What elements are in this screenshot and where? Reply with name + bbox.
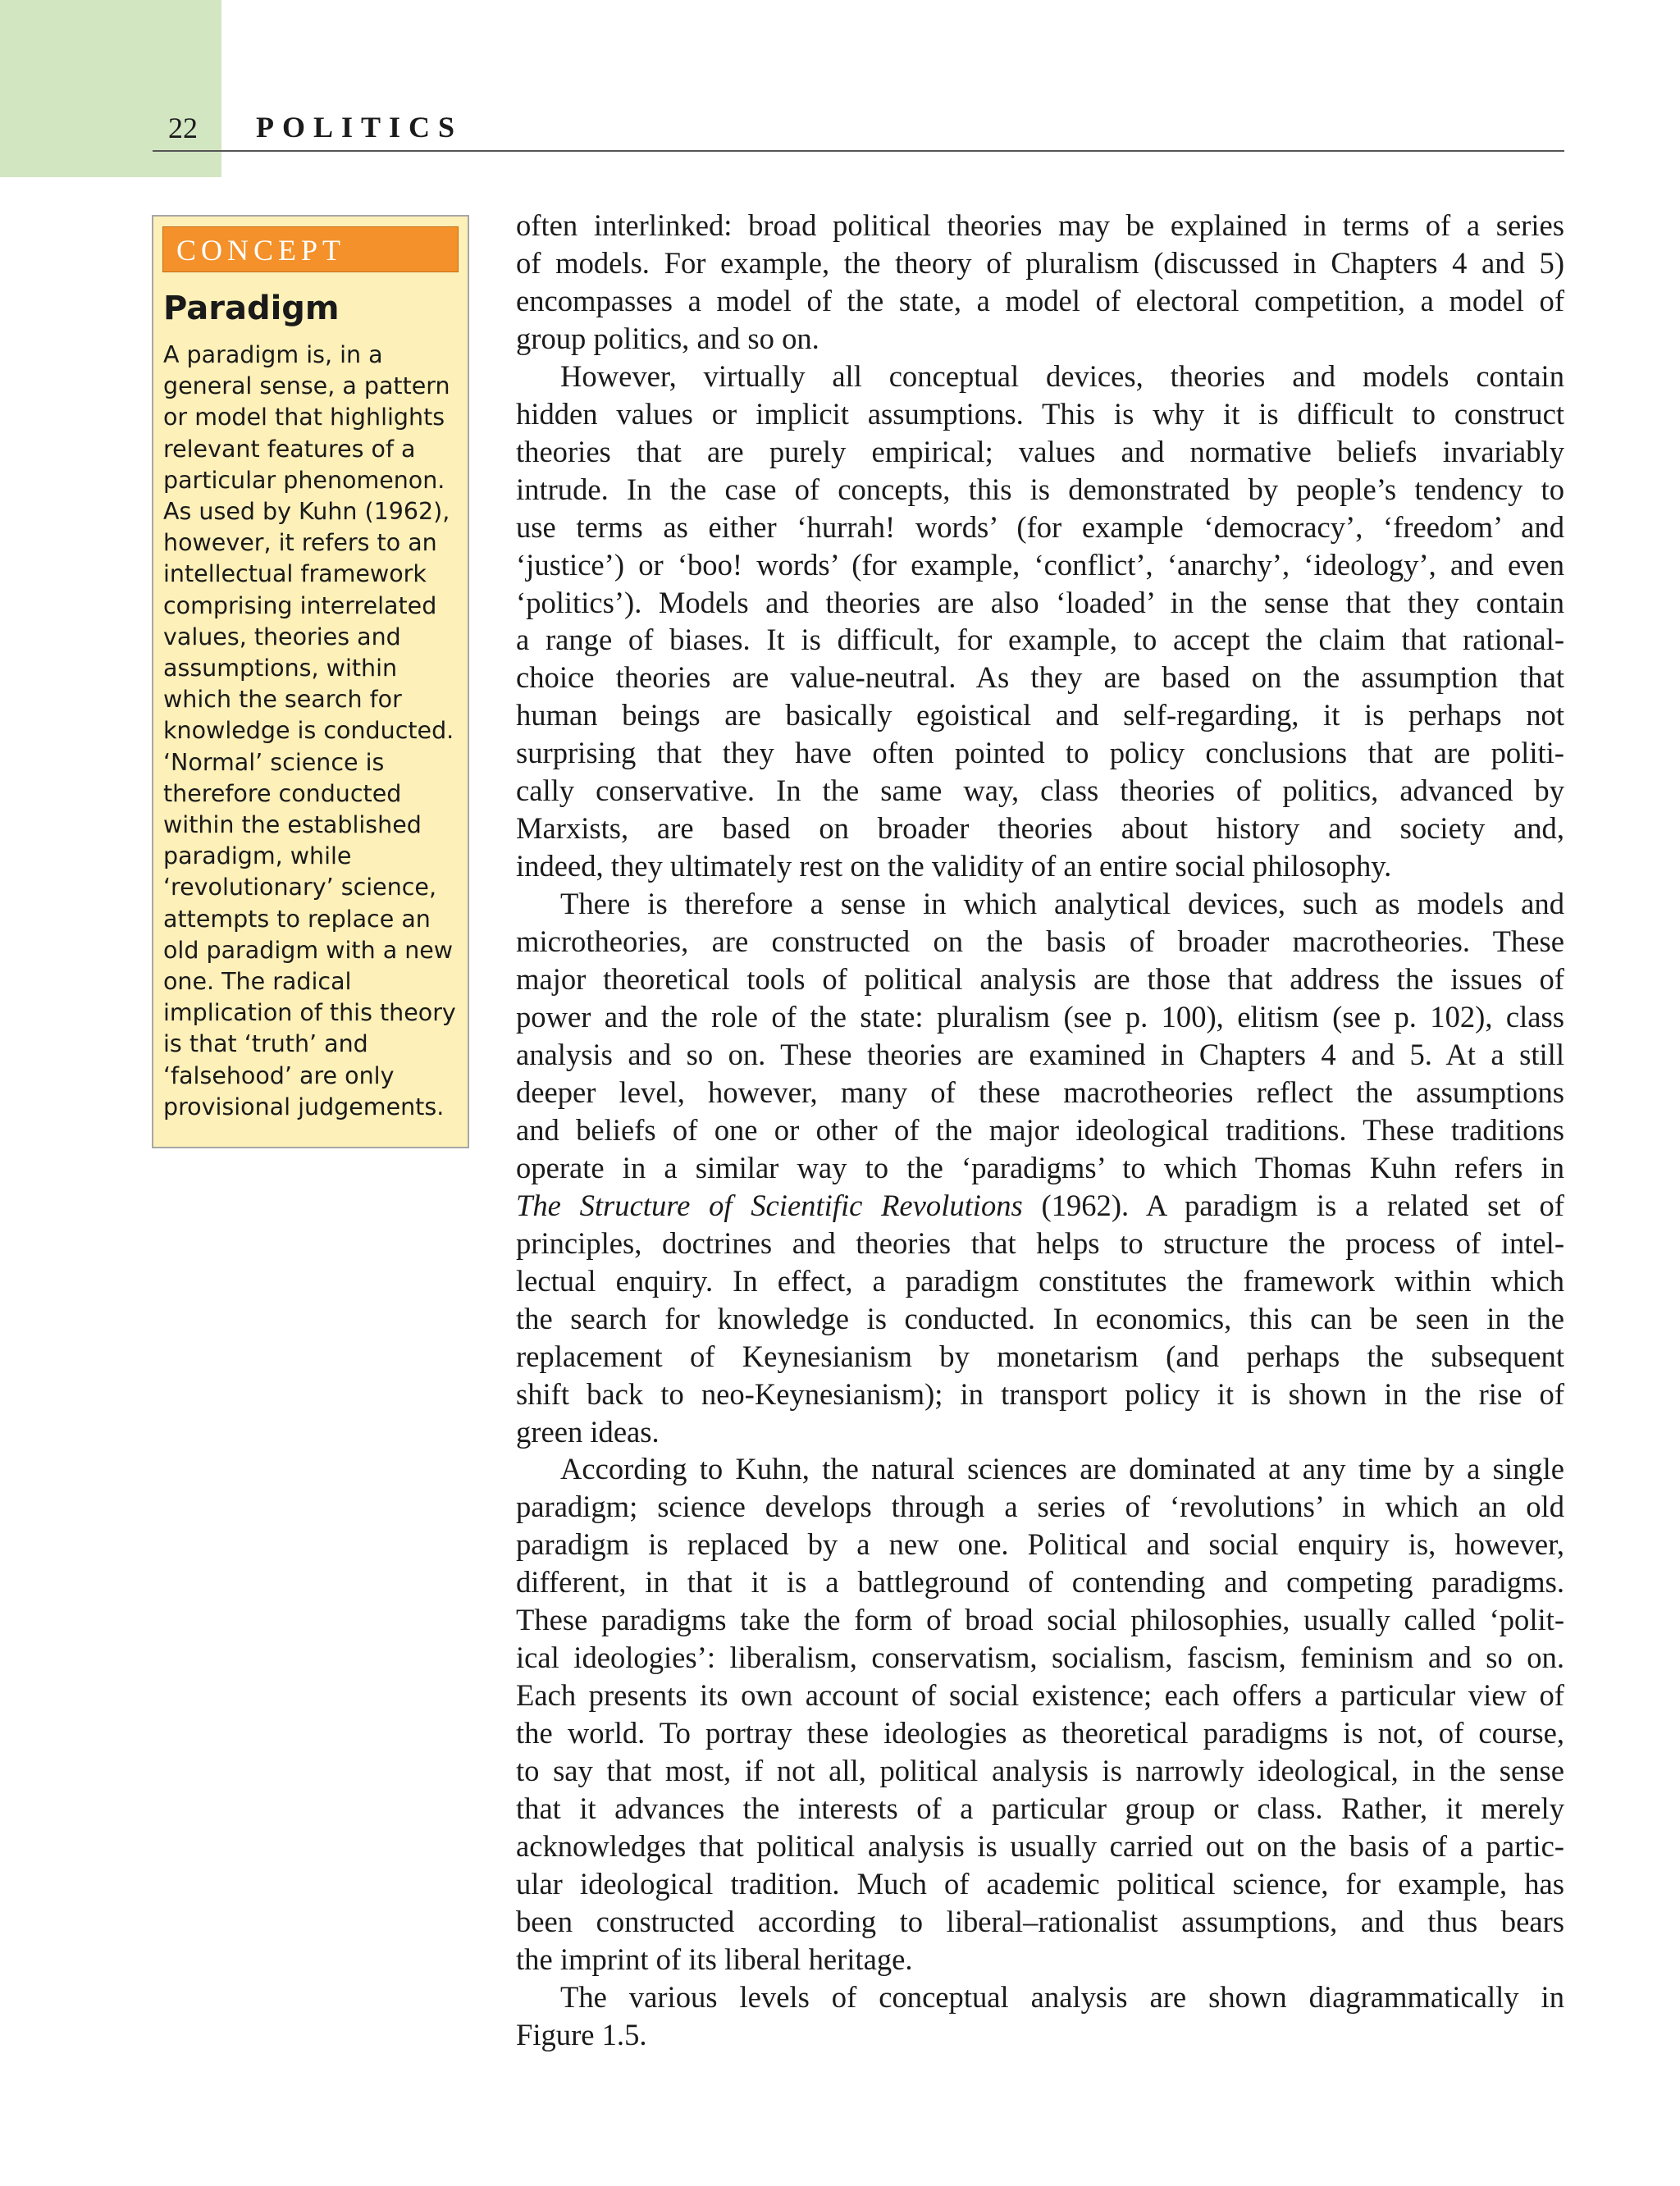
concept-label: CONCEPT	[162, 226, 459, 272]
body-line: analysis and so on. These theories are examined in Chapters 4 and 5. At a still	[516, 1037, 1564, 1071]
concept-line: ‘revolutionary’ science,	[163, 874, 437, 901]
body-line: a range of biases. It is difficult, for example, to accept the claim that rational-	[516, 623, 1564, 657]
body-line: cally conservative. In the same way, class theories of politics, advanced by	[516, 774, 1564, 808]
concept-line: A paradigm is, in a	[163, 341, 383, 368]
body-line: ical ideologies’: liberalism, conservatism, socialism, fascism, feminism and so on.	[516, 1641, 1564, 1675]
body-line: choice theories are value-neutral. As they are based on the assumption that	[516, 660, 1564, 695]
body-line: principles, doctrines and theories that helps to structure the process of intel-	[516, 1225, 1564, 1260]
body-line: paradigm is replaced by a new one. Political and social enquiry is, however,	[516, 1527, 1564, 1562]
body-line: paradigm; science develops through a series of ‘revolutions’ in which an old	[516, 1490, 1564, 1524]
body-line: According to Kuhn, the natural sciences are dominated at any time by a single	[560, 1452, 1564, 1486]
body-line: lectual enquiry. In effect, a paradigm constitutes the framework within which	[516, 1263, 1564, 1298]
body-line: different, in that it is a battleground of contending and competing paradigms.	[516, 1565, 1564, 1600]
concept-line: general sense, a pattern	[163, 372, 450, 400]
concept-line: provisional judgements.	[163, 1093, 445, 1120]
concept-line: values, theories and	[163, 623, 401, 650]
concept-line: therefore conducted	[163, 779, 402, 807]
body-line: surprising that they have often pointed to policy conclusions that are politi-	[516, 736, 1564, 770]
concept-line: intellectual framework	[163, 560, 427, 588]
body-line: the world. To portray these ideologies as theoretical paradigms is not, of course,	[516, 1716, 1564, 1750]
body-line: and beliefs of one or other of the major ideological traditions. These traditions	[516, 1112, 1564, 1147]
body-line: These paradigms take the form of broad social philosophies, usually called ‘polit-	[516, 1603, 1564, 1637]
book-title: The Structure of Scientific Revolutions	[516, 1188, 1023, 1222]
concept-line: old paradigm with a new	[163, 936, 454, 964]
body-line: that it advances the interests of a particular group or class. Rather, it merely	[516, 1791, 1564, 1826]
concept-line: or model that highlights	[163, 404, 445, 431]
body-line: the search for knowledge is conducted. In economics, this can be seen in the	[516, 1301, 1564, 1335]
body-line: to say that most, if not all, political analysis is narrowly ideological, in the sense	[516, 1754, 1564, 1788]
body-line: microtheories, are constructed on the basis of broader macrotheories. These	[516, 924, 1564, 959]
body-line: the imprint of its liberal heritage.	[516, 1942, 913, 1976]
body-line: deeper level, however, many of these macrotheories reflect the assumptions	[516, 1075, 1564, 1109]
concept-line: ‘falsehood’ are only	[163, 1061, 395, 1089]
concept-line: implication of this theory	[163, 999, 456, 1027]
page-number: 22	[168, 112, 198, 144]
body-line: acknowledges that political analysis is usually carried out on the basis of a partic-	[516, 1828, 1564, 1863]
body-line: green ideas.	[516, 1414, 660, 1449]
concept-line: within the established	[163, 811, 422, 839]
body-line: use terms as either ‘hurrah! words’ (for example ‘democracy’, ‘freedom’ and	[516, 509, 1564, 544]
body-line: shift back to neo-Keynesianism); in transport policy it is shown in the rise of	[516, 1376, 1564, 1411]
body-line: often interlinked: broad political theories may be explained in terms of a series	[516, 208, 1564, 242]
concept-line: particular phenomenon.	[163, 466, 445, 494]
concept-line: attempts to replace an	[163, 905, 431, 933]
concept-line: relevant features of a	[163, 435, 416, 463]
body-line: encompasses a model of the state, a model of electoral competition, a model of	[516, 283, 1564, 317]
body-line: indeed, they ultimately rest on the validity of an entire social philosophy.	[516, 849, 1392, 883]
concept-line: one. The radical	[163, 968, 352, 996]
body-line	[516, 1187, 1564, 1225]
body-line: group politics, and so on.	[516, 321, 819, 355]
concept-line: however, it refers to an	[163, 529, 437, 557]
header-rule	[153, 150, 1564, 152]
body-line: hidden values or implicit assumptions. This is why it is difficult to construct	[516, 396, 1564, 431]
body-line: intrude. In the case of concepts, this is demonstrated by people’s tendency to	[516, 472, 1564, 506]
body-line: of models. For example, the theory of pluralism (discussed in Chapters 4 and 5)	[516, 245, 1564, 280]
concept-line: assumptions, within	[163, 655, 398, 682]
body-line: operate in a similar way to the ‘paradigms’ to which Thomas Kuhn refers in	[516, 1150, 1564, 1184]
concept-line: knowledge is conducted.	[163, 717, 454, 745]
concept-line: ‘Normal’ science is	[163, 748, 385, 776]
concept-line: which the search for	[163, 686, 402, 714]
concept-line: is that ‘truth’ and	[163, 1030, 368, 1058]
concept-line: As used by Kuhn (1962),	[163, 498, 450, 526]
concept-line: paradigm, while	[163, 842, 352, 870]
body-line: The various levels of conceptual analysis are shown diagrammatically in	[560, 1979, 1564, 2014]
body-line: ular ideological tradition. Much of academic political science, for example, has	[516, 1866, 1564, 1901]
body-line: Each presents its own account of social existence; each offers a particular view of	[516, 1678, 1564, 1713]
body-line: Figure 1.5.	[516, 2017, 647, 2051]
body-line: power and the role of the state: pluralism (see p. 100), elitism (see p. 102), class	[516, 1000, 1564, 1034]
concept-line: comprising interrelated	[163, 591, 437, 619]
running-head: POLITICS	[256, 111, 463, 144]
body-line: major theoretical tools of political analysis are those that address the issues of	[516, 962, 1564, 997]
body-line-rest: (1962). A paradigm is a related set of	[1022, 1188, 1564, 1222]
concept-title: Paradigm	[163, 290, 340, 327]
concept-sidebar-box	[152, 215, 469, 1148]
concept-definition	[163, 340, 468, 1123]
body-line: Marxists, are based on broader theories about history and society and,	[516, 811, 1564, 846]
main-body-text	[516, 207, 1564, 2054]
body-line: replacement of Keynesianism by monetarism (and perhaps the subsequent	[516, 1339, 1564, 1373]
body-line: been constructed according to liberal–rationalist assumptions, and thus bears	[516, 1904, 1564, 1938]
body-line: human beings are basically egoistical and self-regarding, it is perhaps not	[516, 698, 1564, 732]
body-line: ‘justice’) or ‘boo! words’ (for example, ‘conflict’, ‘anarchy’, ‘ideology’, and even	[516, 547, 1564, 582]
body-line: theories that are purely empirical; values and normative beliefs invariably	[516, 434, 1564, 468]
body-line: There is therefore a sense in which analytical devices, such as models and	[560, 887, 1564, 921]
body-line: ‘politics’). Models and theories are also ‘loaded’ in the sense that they contain	[516, 585, 1564, 619]
body-line: However, virtually all conceptual devices, theories and models contain	[560, 358, 1564, 393]
